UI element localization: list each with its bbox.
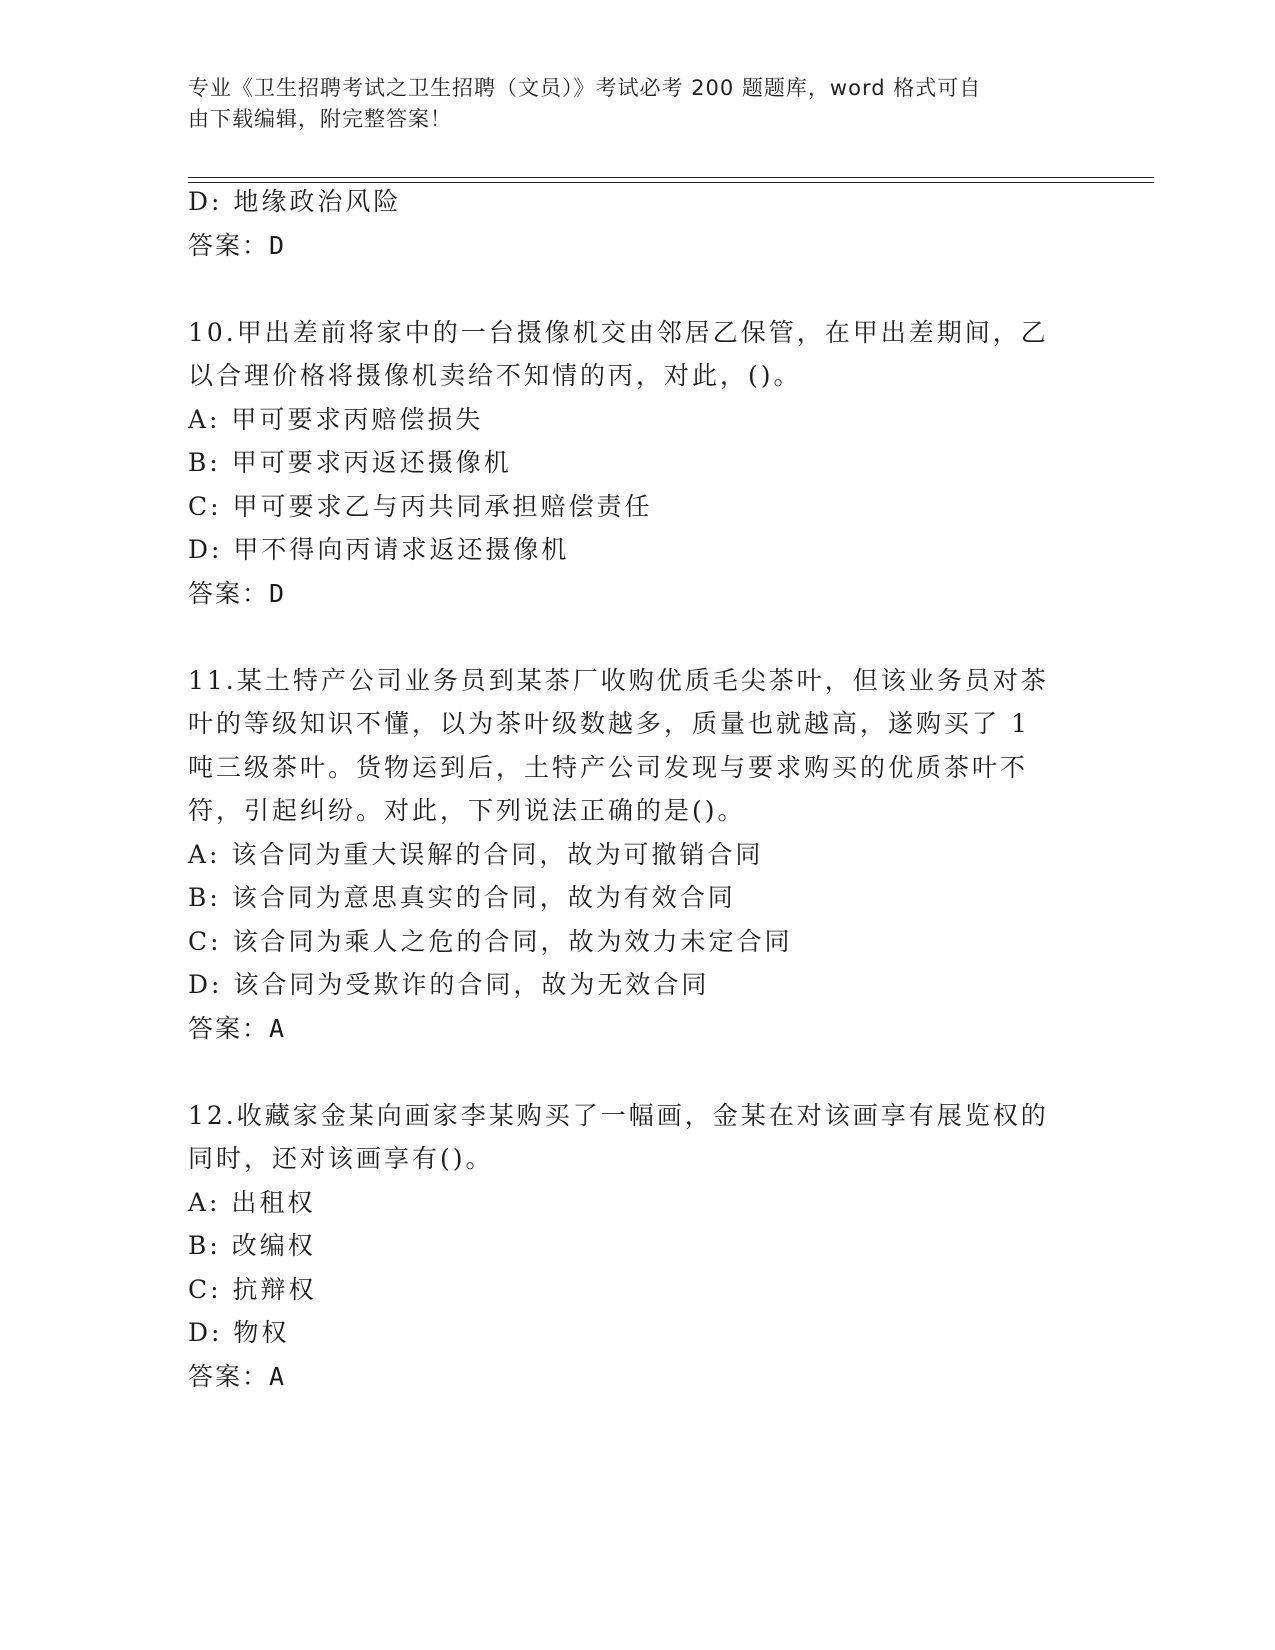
question-stem: 以合理价格将摄像机卖给不知情的丙，对此，()。	[188, 361, 802, 390]
answer-value: D	[269, 579, 287, 608]
answer-value: A	[269, 1014, 287, 1043]
answer-label: 答案：	[188, 1014, 270, 1043]
answer-label: 答案：	[188, 1362, 270, 1391]
question-stem: 叶的等级知识不懂，以为茶叶级数越多，质量也就越高，遂购买了 1	[188, 709, 1030, 738]
question-stem: 符，引起纠纷。对此，下列说法正确的是()。	[188, 796, 746, 825]
option-b: B: 该合同为意思真实的合同，故为有效合同	[188, 883, 736, 912]
question-stem: 10.甲出差前将家中的一台摄像机交由邻居乙保管，在甲出差期间，乙	[188, 318, 1049, 347]
header-line: 专业《卫生招聘考试之卫生招聘（文员）》考试必考 200 题题库，word 格式可自	[188, 76, 982, 100]
option-a: A: 出租权	[188, 1188, 316, 1217]
option-b: B: 改编权	[188, 1231, 316, 1260]
answer-value: A	[269, 1362, 287, 1391]
option-d: D: 甲不得向丙请求返还摄像机	[188, 535, 570, 564]
answer-value: D	[269, 231, 287, 260]
header-divider-top	[188, 177, 1154, 178]
option-c: C: 甲可要求乙与丙共同承担赔偿责任	[188, 492, 653, 521]
option-a: A: 该合同为重大误解的合同，故为可撤销合同	[188, 840, 764, 869]
option-c: C: 该合同为乘人之危的合同，故为效力未定合同	[188, 927, 793, 956]
header-line: 由下载编辑，附完整答案！	[188, 107, 452, 131]
document-header	[188, 73, 1068, 135]
header-divider-bottom	[188, 182, 1154, 183]
option-a: A: 甲可要求丙赔偿损失	[188, 405, 484, 434]
question-stem: 同时，还对该画享有()。	[188, 1144, 494, 1173]
answer-line	[188, 577, 286, 611]
option-d: D: 物权	[188, 1318, 290, 1347]
option-b: B: 甲可要求丙返还摄像机	[188, 448, 512, 477]
option-c: C: 抗辩权	[188, 1275, 317, 1304]
option-d: D: 该合同为受欺诈的合同，故为无效合同	[188, 970, 710, 999]
question-stem: 12.收藏家金某向画家李某购买了一幅画，金某在对该画享有展览权的	[188, 1101, 1049, 1130]
answer-label: 答案：	[188, 579, 270, 608]
answer-label: 答案：	[188, 231, 270, 260]
option-d: D: 地缘政治风险	[188, 187, 402, 216]
question-stem: 吨三级茶叶。货物运到后，土特产公司发现与要求购买的优质茶叶不	[188, 753, 1029, 782]
answer-line	[188, 1012, 286, 1046]
answer-line	[188, 229, 286, 263]
answer-line	[188, 1360, 286, 1394]
question-stem: 11.某土特产公司业务员到某茶厂收购优质毛尖茶叶，但该业务员对茶	[188, 666, 1049, 695]
